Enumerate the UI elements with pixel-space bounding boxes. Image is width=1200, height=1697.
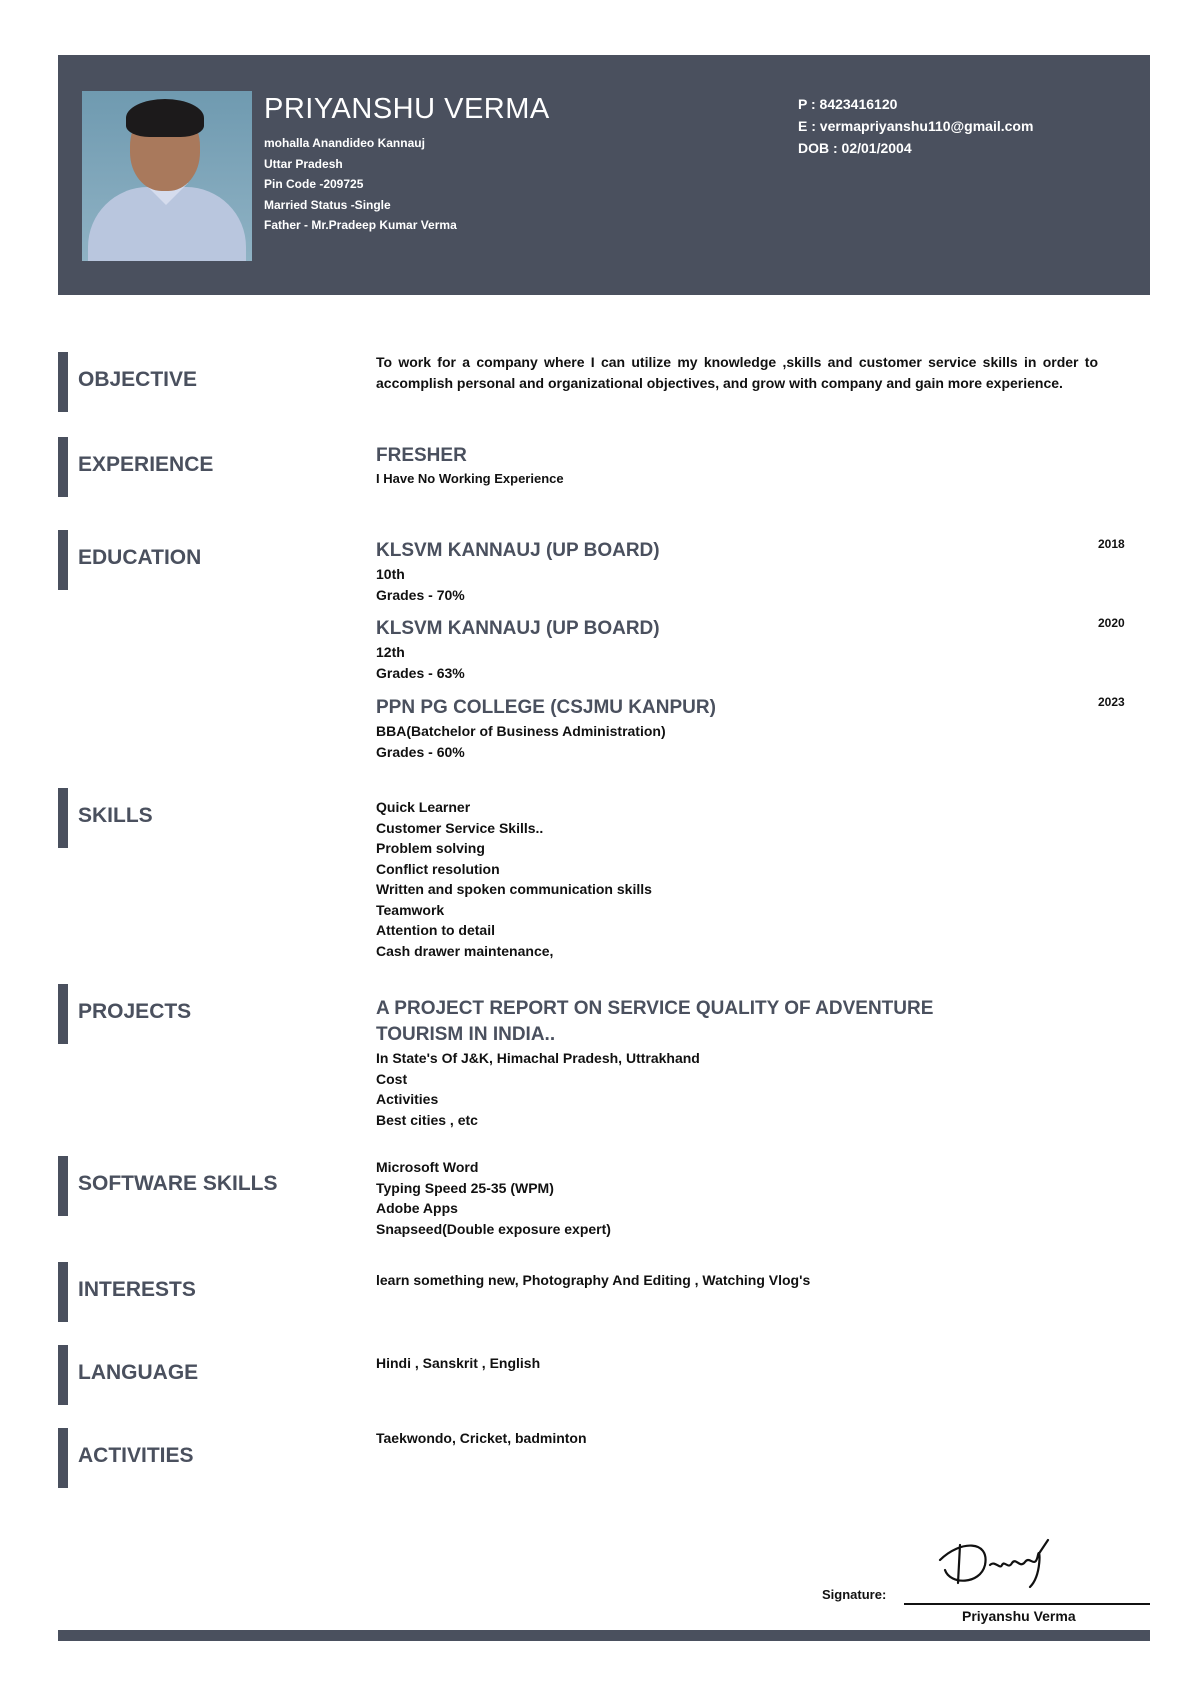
section-marker: [58, 1156, 68, 1216]
section-label-objective: [58, 352, 358, 412]
address-line: Father - Mr.Pradeep Kumar Verma: [264, 218, 457, 232]
photo-hair: [126, 99, 204, 137]
section-marker: [58, 1345, 68, 1405]
software-skill-item: Typing Speed 25-35 (WPM): [376, 1179, 554, 1196]
section-label-experience: [58, 437, 358, 497]
section-label-skills: [58, 788, 358, 848]
software-skill-item: Snapseed(Double exposure expert): [376, 1220, 611, 1237]
section-label-projects: [58, 984, 358, 1044]
address-line: mohalla Anandideo Kannauj: [264, 136, 425, 150]
section-label-education: [58, 530, 358, 590]
address-line: Married Status -Single: [264, 197, 391, 212]
section-label-interests: [58, 1262, 358, 1322]
skill-item: Written and spoken communication skills: [376, 881, 652, 897]
section-title: INTERESTS: [78, 1278, 196, 1301]
skill-item: Teamwork: [376, 901, 445, 918]
address-block: [264, 133, 457, 236]
section-marker: [58, 530, 68, 590]
project-detail: Best cities , etc: [376, 1111, 478, 1128]
project-detail: In State's Of J&K, Himachal Pradesh, Uttrakhand: [376, 1050, 700, 1066]
project-detail: Cost: [376, 1070, 408, 1087]
objective-text: To work for a company where I can utilize my knowledge ,skills and customer service skills in order to accomplish personal and organizational objectives, and grow with company and gain more experience.: [376, 354, 1098, 391]
skill-item: Conflict resolution: [376, 860, 500, 877]
skill-item: Attention to detail: [376, 922, 495, 938]
experience-content: [376, 443, 1098, 490]
education-entry: [376, 616, 1098, 683]
footer-bar: [58, 1630, 1150, 1641]
section-marker: [58, 437, 68, 497]
section-marker: [58, 352, 68, 412]
skill-item: Problem solving: [376, 840, 485, 856]
section-title: ACTIVITIES: [78, 1444, 194, 1467]
education-entry: [376, 538, 1098, 605]
activities-text: Taekwondo, Cricket, badminton: [376, 1430, 587, 1446]
section-title: SKILLS: [78, 804, 153, 827]
signature-label: Signature:: [822, 1587, 887, 1602]
experience-text: I Have No Working Experience: [376, 471, 564, 486]
section-marker: [58, 788, 68, 848]
section-title: LANGUAGE: [78, 1361, 199, 1384]
section-marker: [58, 1428, 68, 1488]
section-title: EDUCATION: [78, 546, 202, 569]
section-label-activities: [58, 1428, 358, 1488]
signature-line: [904, 1603, 1150, 1605]
education-school: KLSVM KANNAUJ (UP BOARD): [376, 618, 660, 639]
education-school: PPN PG COLLEGE (CSJMU KANPUR): [376, 697, 716, 718]
section-marker: [58, 984, 68, 1044]
phone-number: P : 8423416120: [798, 96, 898, 112]
section-title: PROJECTS: [78, 1000, 192, 1023]
experience-title: FRESHER: [376, 445, 467, 466]
profile-photo: [82, 91, 252, 261]
skills-list: [376, 797, 1098, 961]
date-of-birth: DOB : 02/01/2004: [798, 140, 912, 156]
signature-name: Priyanshu Verma: [962, 1608, 1076, 1624]
handwritten-signature: [930, 1535, 1060, 1605]
education-entry: [376, 695, 1098, 762]
software-skills-list: [376, 1157, 1098, 1239]
education-level: 12th: [376, 644, 405, 660]
education-grade: Grades - 63%: [376, 664, 465, 681]
education-grade: Grades - 70%: [376, 586, 465, 603]
education-year: 2023: [1098, 695, 1125, 709]
resume-header: [58, 55, 1150, 295]
interests-text: learn something new, Photography And Editing , Watching Vlog's: [376, 1272, 811, 1288]
email-address: E : vermapriyanshu110@gmail.com: [798, 118, 1034, 134]
section-label-language: [58, 1345, 358, 1405]
education-degree: BBA(Batchelor of Business Administration): [376, 723, 666, 739]
language-text: Hindi , Sanskrit , English: [376, 1355, 541, 1371]
education-level: 10th: [376, 566, 405, 582]
project-title: A PROJECT REPORT ON SERVICE QUALITY OF ADVENTURE: [376, 998, 934, 1019]
section-label-software-skills: [58, 1156, 358, 1216]
software-skill-item: Microsoft Word: [376, 1159, 479, 1175]
contact-block: [798, 93, 1033, 159]
candidate-name: PRIYANSHU VERMA: [264, 93, 550, 125]
section-marker: [58, 1262, 68, 1322]
address-line: Pin Code -209725: [264, 177, 364, 191]
software-skill-item: Adobe Apps: [376, 1200, 458, 1216]
education-year: 2020: [1098, 616, 1125, 630]
section-title: OBJECTIVE: [78, 368, 198, 391]
project-title: TOURISM IN INDIA..: [376, 1024, 556, 1045]
skill-item: Cash drawer maintenance,: [376, 942, 554, 959]
skill-item: Customer Service Skills..: [376, 819, 544, 836]
skill-item: Quick Learner: [376, 799, 471, 815]
education-grade: Grades - 60%: [376, 743, 465, 760]
education-school: KLSVM KANNAUJ (UP BOARD): [376, 540, 660, 561]
section-title: EXPERIENCE: [78, 453, 214, 476]
education-year: 2018: [1098, 537, 1125, 551]
section-title: SOFTWARE SKILLS: [78, 1172, 278, 1195]
project-detail: Activities: [376, 1091, 439, 1107]
projects-content: [376, 996, 1098, 1130]
address-line: Uttar Pradesh: [264, 156, 343, 171]
